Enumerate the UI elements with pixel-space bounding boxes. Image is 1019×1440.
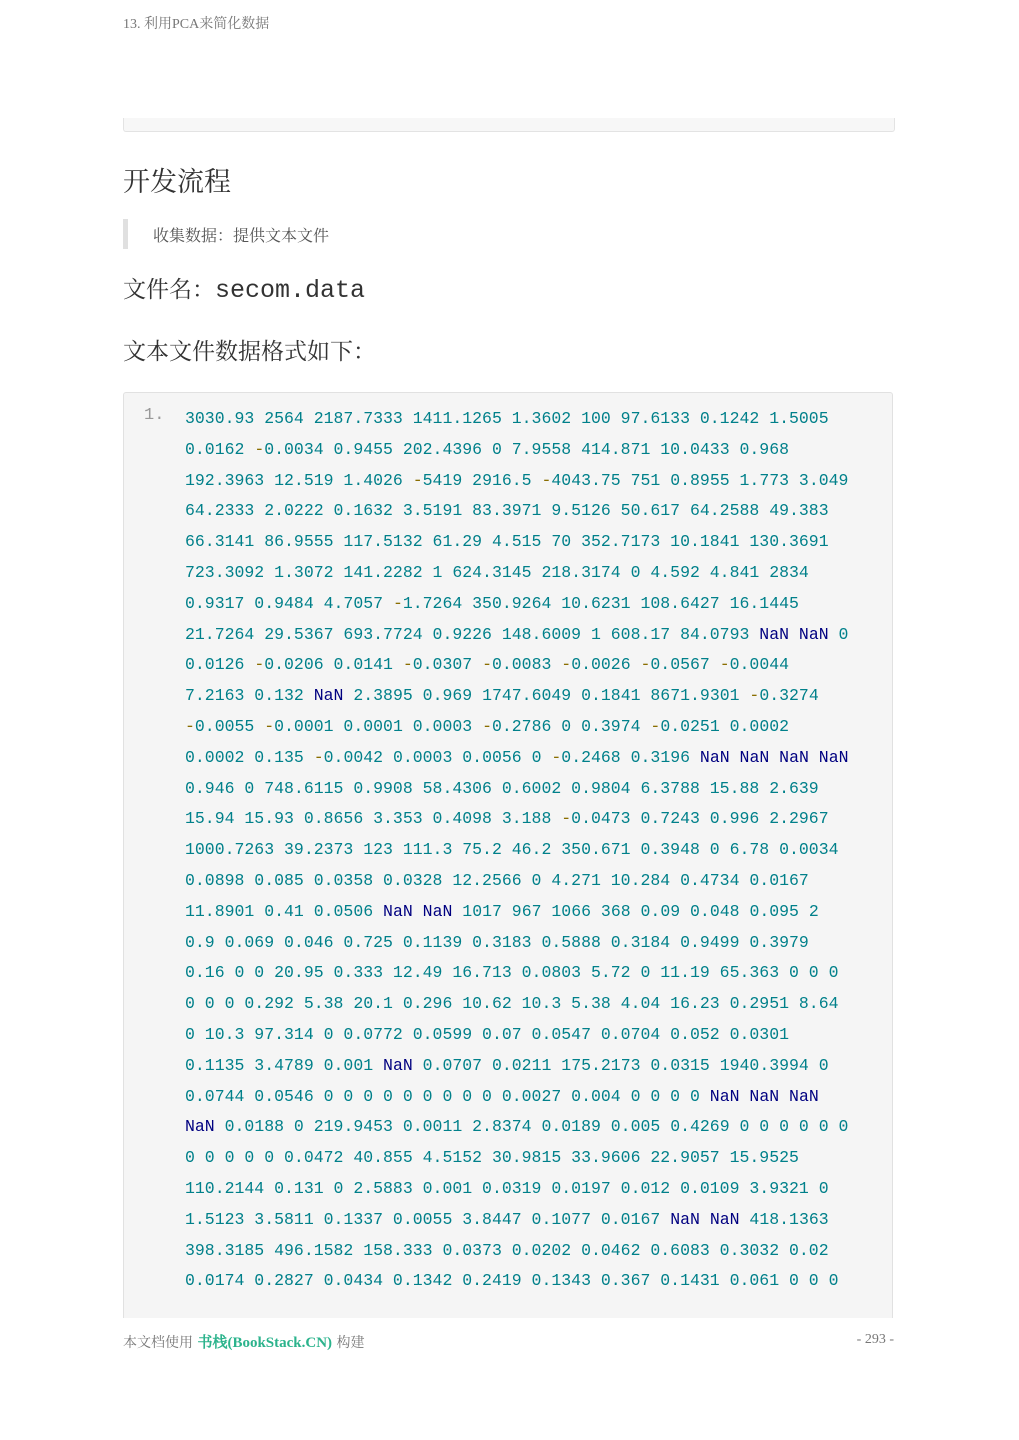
code-line: 398.3185 496.1582 158.333 0.0373 0.0202 0.0462 0.6083 0.3032 0.02 xyxy=(185,1240,829,1260)
code-line: 0.9 0.069 0.046 0.725 0.1139 0.3183 0.5888 0.3184 0.9499 0.3979 xyxy=(185,932,809,952)
code-line: 192.3963 12.519 1.4026 -5419 2916.5 -4043.75 751 0.8955 1.773 3.049 xyxy=(185,470,849,490)
blockquote-text: 收集数据：提供文本文件 xyxy=(153,225,330,245)
code-line: 0 10.3 97.314 0 0.0772 0.0599 0.07 0.0547 0.0704 0.052 0.0301 xyxy=(185,1024,789,1044)
footer-prefix: 本文档使用 xyxy=(123,1335,193,1351)
footer-suffix: 构建 xyxy=(336,1335,365,1351)
code-line: 11.8901 0.41 0.0506 NaN NaN 1017 967 1066 368 0.09 0.048 0.095 2 xyxy=(185,901,819,921)
file-name-code: secom.data xyxy=(215,276,366,305)
code-line: 7.2163 0.132 NaN 2.3895 0.969 1747.6049 0.1841 8671.9301 -0.3274 xyxy=(185,686,819,706)
footer-brand-link[interactable]: 书栈(BookStack.CN) xyxy=(197,1335,333,1351)
code-line: 1000.7263 39.2373 123 111.3 75.2 46.2 350.671 0.3948 0 6.78 0.0034 xyxy=(185,840,839,860)
code-line: 0.0898 0.085 0.0358 0.0328 12.2566 0 4.271 10.284 0.4734 0.0167 xyxy=(185,870,809,890)
code-line: NaN 0.0188 0 219.9453 0.0011 2.8374 0.0189 0.005 0.4269 0 0 0 0 0 0 xyxy=(185,1117,849,1137)
code-line: 0.946 0 748.6115 0.9908 58.4306 0.6002 0.9804 6.3788 15.88 2.639 xyxy=(185,778,819,798)
code-line: 0.0162 -0.0034 0.9455 202.4396 0 7.9558 414.871 10.0433 0.968 xyxy=(185,439,790,459)
code-line: 0.0174 0.2827 0.0434 0.1342 0.2419 0.1343 0.367 0.1431 0.061 0 0 0 xyxy=(185,1271,839,1291)
code-line: 723.3092 1.3072 141.2282 1 624.3145 218.3174 0 4.592 4.841 2834 xyxy=(185,562,809,582)
previous-code-block-end xyxy=(123,118,895,132)
code-line: 66.3141 86.9555 117.5132 61.29 4.515 70 352.7173 10.1841 130.3691 xyxy=(185,532,829,552)
code-line: 0.9317 0.9484 4.7057 -1.7264 350.9264 10.6231 108.6427 16.1445 xyxy=(185,593,799,613)
code-line: 3030.93 2564 2187.7333 1411.1265 1.3602 100 97.6133 0.1242 1.5005 xyxy=(185,409,829,428)
file-name-label: 文件名： xyxy=(123,277,215,303)
code-content xyxy=(185,404,849,1297)
code-line: 0 0 0 0.292 5.38 20.1 0.296 10.62 10.3 5.38 4.04 16.23 0.2951 8.64 xyxy=(185,994,839,1014)
code-line: 1.5123 3.5811 0.1337 0.0055 3.8447 0.1077 0.0167 NaN NaN 418.1363 xyxy=(185,1209,829,1229)
code-line: 0.16 0 0 20.95 0.333 12.49 16.713 0.0803 5.72 0 11.19 65.363 0 0 0 xyxy=(185,963,839,983)
code-line: -0.0055 -0.0001 0.0001 0.0003 -0.2786 0 0.3974 -0.0251 0.0002 xyxy=(185,716,790,736)
code-line: 15.94 15.93 0.8656 3.353 0.4098 3.188 -0.0473 0.7243 0.996 2.2967 xyxy=(185,809,829,829)
page-number: - 293 - xyxy=(856,1332,894,1347)
code-line: 64.2333 2.0222 0.1632 3.5191 83.3971 9.5126 50.617 64.2588 49.383 xyxy=(185,501,829,521)
file-name-heading xyxy=(123,271,365,305)
code-line: 0 0 0 0 0 0.0472 40.855 4.5152 30.9815 33.9606 22.9057 15.9525 xyxy=(185,1148,799,1168)
code-line: 0.0744 0.0546 0 0 0 0 0 0 0 0 0 0.0027 0.004 0 0 0 0 NaN NaN NaN xyxy=(185,1086,819,1106)
code-line: 0.1135 3.4789 0.001 NaN 0.0707 0.0211 175.2173 0.0315 1940.3994 0 xyxy=(185,1055,829,1075)
blockquote xyxy=(123,219,329,249)
code-line: 110.2144 0.131 0 2.5883 0.001 0.0319 0.0197 0.012 0.0109 3.9321 0 xyxy=(185,1178,829,1198)
code-line: 21.7264 29.5367 693.7724 0.9226 148.6009 1 608.17 84.0793 NaN NaN 0 xyxy=(185,624,849,644)
running-header: 13. 利用PCA来简化数据 xyxy=(123,17,270,32)
code-line-number: 1. xyxy=(144,406,165,425)
section-heading: 开发流程 xyxy=(123,167,231,198)
code-line: 0.0002 0.135 -0.0042 0.0003 0.0056 0 -0.2468 0.3196 NaN NaN NaN NaN xyxy=(185,747,849,767)
footer-credit xyxy=(123,1331,365,1352)
format-heading: 文本文件数据格式如下： xyxy=(123,339,376,365)
code-line: 0.0126 -0.0206 0.0141 -0.0307 -0.0083 -0.0026 -0.0567 -0.0044 xyxy=(185,655,790,675)
